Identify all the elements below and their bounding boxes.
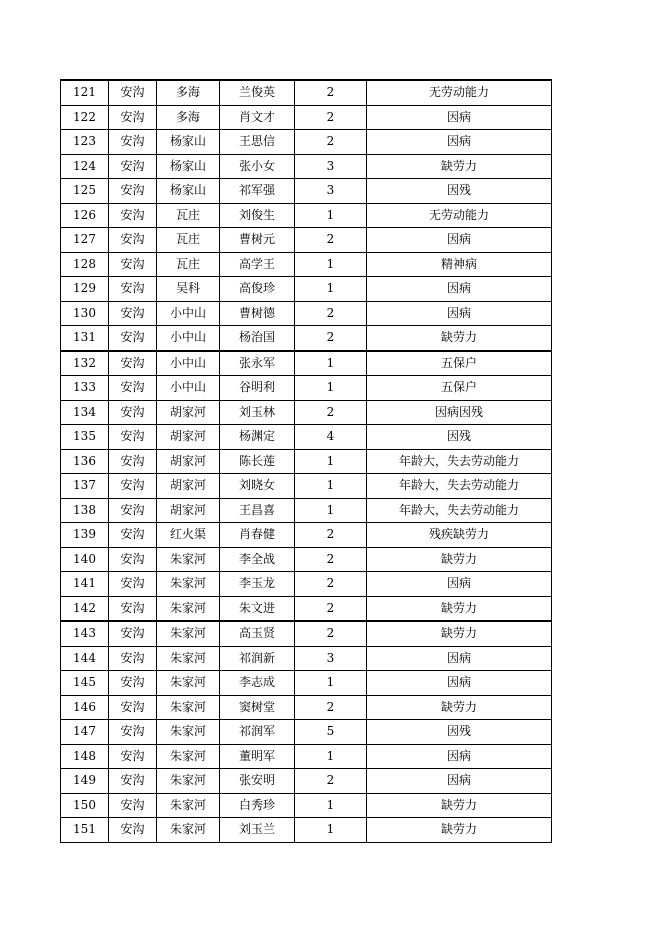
table-row [61,449,552,474]
village-cell: 朱家河 [157,646,220,671]
table-row [61,425,552,450]
poverty-reason-cell: 缺劳力 [367,547,552,572]
household-size-cell: 4 [295,425,367,450]
village-cell: 小中山 [157,351,220,376]
table-row [61,646,552,671]
row-number-cell: 131 [61,326,109,351]
row-number-cell: 124 [61,154,109,179]
table-row [61,130,552,155]
name-cell: 窦树堂 [220,695,295,720]
table-row [61,671,552,696]
poverty-reason-cell: 因病 [367,130,552,155]
row-number-cell: 137 [61,474,109,499]
household-size-cell: 2 [295,695,367,720]
village-cell: 吴科 [157,277,220,302]
town-cell: 安沟 [109,326,157,351]
row-number-cell: 140 [61,547,109,572]
poverty-reason-cell: 因病 [367,769,552,794]
town-cell: 安沟 [109,228,157,253]
table-row [61,228,552,253]
table-row [61,720,552,745]
poverty-reason-cell: 无劳动能力 [367,80,552,105]
village-cell: 朱家河 [157,572,220,597]
row-number-cell: 145 [61,671,109,696]
name-cell: 王昌喜 [220,498,295,523]
household-size-cell: 2 [295,547,367,572]
table-row [61,326,552,351]
village-cell: 小中山 [157,326,220,351]
table-row [61,277,552,302]
name-cell: 李志成 [220,671,295,696]
table-row [61,351,552,376]
name-cell: 高学王 [220,252,295,277]
town-cell: 安沟 [109,474,157,499]
town-cell: 安沟 [109,744,157,769]
name-cell: 张永军 [220,351,295,376]
town-cell: 安沟 [109,203,157,228]
name-cell: 祁润军 [220,720,295,745]
poverty-reason-cell: 五保户 [367,376,552,401]
town-cell: 安沟 [109,376,157,401]
table-row [61,400,552,425]
name-cell: 兰俊英 [220,80,295,105]
household-size-cell: 1 [295,203,367,228]
name-cell: 王思信 [220,130,295,155]
town-cell: 安沟 [109,351,157,376]
row-number-cell: 127 [61,228,109,253]
row-number-cell: 129 [61,277,109,302]
village-cell: 胡家河 [157,425,220,450]
town-cell: 安沟 [109,498,157,523]
name-cell: 陈长莲 [220,449,295,474]
name-cell: 高玉贤 [220,621,295,646]
household-size-cell: 2 [295,621,367,646]
household-size-cell: 1 [295,671,367,696]
row-number-cell: 139 [61,523,109,548]
name-cell: 刘俊生 [220,203,295,228]
row-number-cell: 146 [61,695,109,720]
village-cell: 胡家河 [157,498,220,523]
table-row [61,572,552,597]
village-cell: 多海 [157,105,220,130]
name-cell: 董明军 [220,744,295,769]
town-cell: 安沟 [109,547,157,572]
household-size-cell: 2 [295,400,367,425]
name-cell: 刘玉兰 [220,818,295,843]
row-number-cell: 150 [61,793,109,818]
table-row [61,523,552,548]
town-cell: 安沟 [109,572,157,597]
town-cell: 安沟 [109,425,157,450]
table-body [61,80,552,842]
name-cell: 谷明利 [220,376,295,401]
town-cell: 安沟 [109,621,157,646]
row-number-cell: 128 [61,252,109,277]
poverty-reason-cell: 缺劳力 [367,596,552,621]
village-cell: 多海 [157,80,220,105]
table-row [61,818,552,843]
name-cell: 杨渊定 [220,425,295,450]
poverty-reason-cell: 年龄大，失去劳动能力 [367,449,552,474]
table-row [61,301,552,326]
name-cell: 肖文才 [220,105,295,130]
household-size-cell: 1 [295,351,367,376]
household-size-cell: 2 [295,326,367,351]
village-cell: 瓦庄 [157,228,220,253]
row-number-cell: 147 [61,720,109,745]
poverty-reason-cell: 精神病 [367,252,552,277]
poverty-reason-cell: 缺劳力 [367,818,552,843]
town-cell: 安沟 [109,695,157,720]
poverty-reason-cell: 年龄大，失去劳动能力 [367,474,552,499]
table-row [61,376,552,401]
table-row [61,80,552,105]
name-cell: 张安明 [220,769,295,794]
household-size-cell: 2 [295,105,367,130]
household-size-cell: 1 [295,474,367,499]
table-row [61,621,552,646]
household-size-cell: 1 [295,793,367,818]
row-number-cell: 136 [61,449,109,474]
poverty-reason-cell: 五保户 [367,351,552,376]
poverty-reason-cell: 因病 [367,572,552,597]
household-size-cell: 1 [295,498,367,523]
village-cell: 朱家河 [157,621,220,646]
row-number-cell: 123 [61,130,109,155]
poverty-reason-cell: 残疾缺劳力 [367,523,552,548]
town-cell: 安沟 [109,130,157,155]
household-size-cell: 1 [295,277,367,302]
household-size-cell: 1 [295,449,367,474]
name-cell: 张小女 [220,154,295,179]
village-cell: 小中山 [157,376,220,401]
town-cell: 安沟 [109,449,157,474]
village-cell: 朱家河 [157,720,220,745]
table-row [61,547,552,572]
table-row [61,596,552,621]
household-size-cell: 2 [295,769,367,794]
table-row [61,474,552,499]
household-size-cell: 2 [295,80,367,105]
town-cell: 安沟 [109,596,157,621]
name-cell: 曹树德 [220,301,295,326]
town-cell: 安沟 [109,671,157,696]
town-cell: 安沟 [109,252,157,277]
household-size-cell: 3 [295,154,367,179]
row-number-cell: 132 [61,351,109,376]
poverty-reason-cell: 因病 [367,228,552,253]
town-cell: 安沟 [109,818,157,843]
town-cell: 安沟 [109,277,157,302]
table-row [61,203,552,228]
village-cell: 朱家河 [157,818,220,843]
row-number-cell: 121 [61,80,109,105]
poverty-reason-cell: 因病 [367,646,552,671]
row-number-cell: 142 [61,596,109,621]
row-number-cell: 126 [61,203,109,228]
table-row [61,498,552,523]
name-cell: 高俊珍 [220,277,295,302]
poverty-reason-cell: 因残 [367,425,552,450]
name-cell: 李全战 [220,547,295,572]
table-row [61,793,552,818]
poverty-reason-cell: 因残 [367,179,552,204]
town-cell: 安沟 [109,154,157,179]
village-cell: 杨家山 [157,154,220,179]
town-cell: 安沟 [109,523,157,548]
town-cell: 安沟 [109,179,157,204]
village-cell: 红火渠 [157,523,220,548]
row-number-cell: 133 [61,376,109,401]
village-cell: 朱家河 [157,547,220,572]
poverty-reason-cell: 缺劳力 [367,695,552,720]
village-cell: 小中山 [157,301,220,326]
village-cell: 杨家山 [157,179,220,204]
village-cell: 胡家河 [157,474,220,499]
household-size-cell: 1 [295,376,367,401]
town-cell: 安沟 [109,400,157,425]
village-cell: 胡家河 [157,449,220,474]
poverty-reason-cell: 缺劳力 [367,793,552,818]
table-row [61,179,552,204]
town-cell: 安沟 [109,720,157,745]
household-size-cell: 1 [295,818,367,843]
name-cell: 祁军强 [220,179,295,204]
name-cell: 刘晓女 [220,474,295,499]
table-row [61,695,552,720]
poverty-reason-cell: 因病 [367,744,552,769]
row-number-cell: 151 [61,818,109,843]
village-cell: 朱家河 [157,695,220,720]
poverty-reason-cell: 因病因残 [367,400,552,425]
household-size-cell: 3 [295,646,367,671]
poverty-reason-cell: 因病 [367,301,552,326]
table-row [61,154,552,179]
village-cell: 胡家河 [157,400,220,425]
household-size-cell: 2 [295,301,367,326]
poverty-reason-cell: 缺劳力 [367,621,552,646]
village-cell: 瓦庄 [157,203,220,228]
town-cell: 安沟 [109,80,157,105]
poverty-reason-cell: 缺劳力 [367,326,552,351]
row-number-cell: 122 [61,105,109,130]
household-size-cell: 2 [295,130,367,155]
row-number-cell: 143 [61,621,109,646]
row-number-cell: 125 [61,179,109,204]
table-row [61,744,552,769]
poverty-reason-cell: 缺劳力 [367,154,552,179]
poverty-reason-cell: 年龄大，失去劳动能力 [367,498,552,523]
row-number-cell: 138 [61,498,109,523]
name-cell: 杨治国 [220,326,295,351]
row-number-cell: 135 [61,425,109,450]
table-row [61,252,552,277]
household-size-cell: 1 [295,252,367,277]
household-size-cell: 5 [295,720,367,745]
household-size-cell: 1 [295,744,367,769]
table-row [61,769,552,794]
village-cell: 杨家山 [157,130,220,155]
household-size-cell: 2 [295,523,367,548]
village-cell: 瓦庄 [157,252,220,277]
village-cell: 朱家河 [157,671,220,696]
name-cell: 刘玉林 [220,400,295,425]
poverty-reason-cell: 无劳动能力 [367,203,552,228]
village-cell: 朱家河 [157,793,220,818]
row-number-cell: 134 [61,400,109,425]
town-cell: 安沟 [109,769,157,794]
name-cell: 肖春健 [220,523,295,548]
name-cell: 朱文进 [220,596,295,621]
poverty-reason-cell: 因残 [367,720,552,745]
poverty-reason-cell: 因病 [367,105,552,130]
poverty-reason-cell: 因病 [367,671,552,696]
town-cell: 安沟 [109,646,157,671]
village-cell: 朱家河 [157,744,220,769]
row-number-cell: 144 [61,646,109,671]
household-size-cell: 2 [295,572,367,597]
poverty-reason-cell: 因病 [367,277,552,302]
town-cell: 安沟 [109,105,157,130]
table-row [61,105,552,130]
data-table [60,79,552,843]
village-cell: 朱家河 [157,769,220,794]
row-number-cell: 149 [61,769,109,794]
name-cell: 白秀珍 [220,793,295,818]
name-cell: 曹树元 [220,228,295,253]
row-number-cell: 130 [61,301,109,326]
name-cell: 祁润新 [220,646,295,671]
name-cell: 李玉龙 [220,572,295,597]
village-cell: 朱家河 [157,596,220,621]
row-number-cell: 148 [61,744,109,769]
town-cell: 安沟 [109,793,157,818]
household-size-cell: 2 [295,596,367,621]
household-size-cell: 2 [295,228,367,253]
household-size-cell: 3 [295,179,367,204]
row-number-cell: 141 [61,572,109,597]
town-cell: 安沟 [109,301,157,326]
